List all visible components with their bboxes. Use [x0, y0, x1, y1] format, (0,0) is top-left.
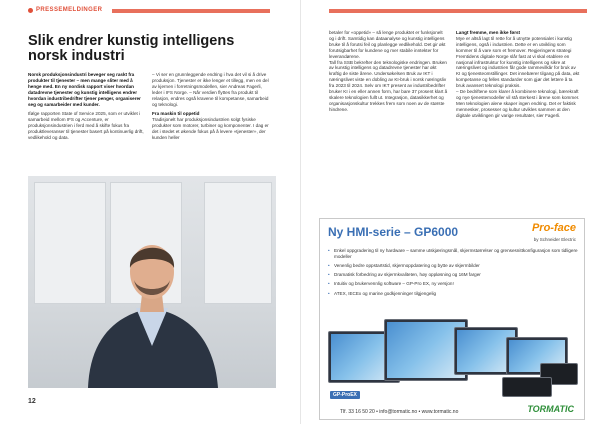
feature-item: • Intuitiv og brukervennlig software – GP-Pro EX, ny versjon!: [328, 281, 578, 287]
section-rule: [329, 9, 587, 13]
article-paragraph: betaler for «oppetid» – så lenge produktet er funksjonelt og i drift. Samtidig kan dataanalyse og kunstig intelligens bruke til å forutsi feil og planlegge vedlikehold. Det gir økt forutsigbarhet for kundene og mer stabile inntekter for leverandørene. Tall fra SSB bekrefter den teknologiske endringen. Bruken av kunstig intelligens og datadrevne tjenester har økt kraftig de siste årene. Undersøkelsen Bruk av IKT i næringslivet viste en dobling av KI-bruk i norsk næringsliv fra 2023 til 2024. Selv om IKT present av industribedrifter bruker KI i en eller annen form, har bare 37 prosent klart å skalere teknologien fullt ut. Integrasjon, datasikkerhet og organisasjonskultur trekkes frem som noen av de største hindrene.: [329, 30, 448, 112]
tormatic-logo: TORMATIC: [527, 404, 574, 414]
feature-item: • ATEX, IECEx og marine godkjenninger tilgjengelig: [328, 291, 578, 297]
right-page: [300, 0, 600, 424]
gp-proex-logo: GP-ProEX: [330, 391, 360, 399]
box-pc: [502, 377, 552, 397]
article-column-4: [456, 30, 581, 123]
article-column-3: [329, 30, 449, 117]
hmi-devices: [326, 317, 578, 399]
article-paragraph: Tradisjonelt har produksjonsindustrien solgt fysiske produkter som motorer, turbiner og komponenter. I dag er det i stedet et økende fokus på å levere «tjenester», der kunden heller: [152, 117, 269, 141]
article-column-1: [28, 72, 146, 145]
article-title: Slik endrer kunstig intelligens norsk industri: [28, 33, 235, 64]
ad-title: Ny HMI-serie – GP6000: [328, 225, 459, 239]
section-rule: [112, 9, 270, 13]
contact-line[interactable]: Tlf. 33 16 50 20 • info@tormatic.no • www.tormatic.no: [340, 409, 459, 415]
advertisement[interactable]: [319, 218, 585, 420]
feature-list: [328, 248, 578, 300]
article-lead: Norsk produksjonsindustri beveger seg raskt fra produkter til tjenester – men mange sliter med å henge med. En ny nordisk rapport viser hvordan datadrevne tjenester og kunstig intelligens endrer hvordan industribedrifter tjener penger, organiserer seg og samarbeider med kunder.: [28, 72, 141, 107]
subheading: Langt fremme, men ikke først: [456, 30, 521, 35]
feature-item: • Venenlig bedre oppstartstid, skjermoppdatering og bytte av skjermbilder: [328, 263, 578, 269]
section-tag: [28, 7, 102, 13]
article-paragraph: Ifølge rapporten State of Service 2025, som er utviklet i samarbeid mellom IFS og Accenture, er produksjonsindustrien i ferd med å skifte fokus fra produktleveranser til tjenester basert på kontinuerlig drift, vedlikehold og data.: [28, 111, 144, 141]
person-silhouette: [28, 176, 276, 388]
section-dot-icon: [28, 8, 33, 13]
article-paragraph: Mye er altså lagt til rette for å utnytte potensialet i kunstig intelligens, også i industrien. Dette er en utvikling som kommer til å vare som et fremover. Regjeringens strategi Fremtidens digitale Norge slår fast at vi skal etablere en nasjonal infrastruktur for kunstig intelligens og sikre at næringslivet og industrien får gode rammevilkår for bruk av KI og tjenesteomstillinger. Det innebærer tilgang på data, økt kompetanse og felles standarder som gjør det lettere å ta bruk avansert teknologi praksis. – De bedriftene som klarer å kombinere teknologi, bærekraft og nye tjenestemodeller vil stå sterkest i årene som kommer. Men teknologien alene skaper ingen endring. Det er faktisk mennesker, prosesser og kultur utvikles sammen at den digitale utviklingen gir varige resultater, sier Fagerli.: [456, 35, 580, 118]
proface-logo: Pro-face: [531, 222, 576, 234]
feature-item: • Enkel oppgradering til ny hardware – samme utskjæringsmål, skjermstørrelser og grensesnittkonfigurasjon som tidligere modeller: [328, 248, 578, 260]
article-quote: – Vi ser en grunnleggende endring i hva det vil si å drive produksjon. Tjenester er ikke lenger et tillegg, men en del av kjernen i forretningsmodellen, sier Andreas Fagerli, leder i IFS Norge. – Når verdien flyttes fra produkt til relasjon, endres også kravene til kompetanse, samarbeid og teknologi.: [152, 72, 269, 107]
page-number: 12: [28, 398, 36, 405]
portrait-photo: [28, 176, 276, 388]
section-tag-label: PRESSEMELDINGER: [36, 7, 103, 13]
schneider-logo: by Schneider Electric: [533, 237, 576, 242]
feature-item: • Dramatisk forbedring av skjermkvaliteten, høy oppløsning og 16M farger: [328, 272, 578, 278]
article-column-2: [152, 72, 270, 145]
subheading: Fra maskin til oppetid: [152, 111, 200, 117]
